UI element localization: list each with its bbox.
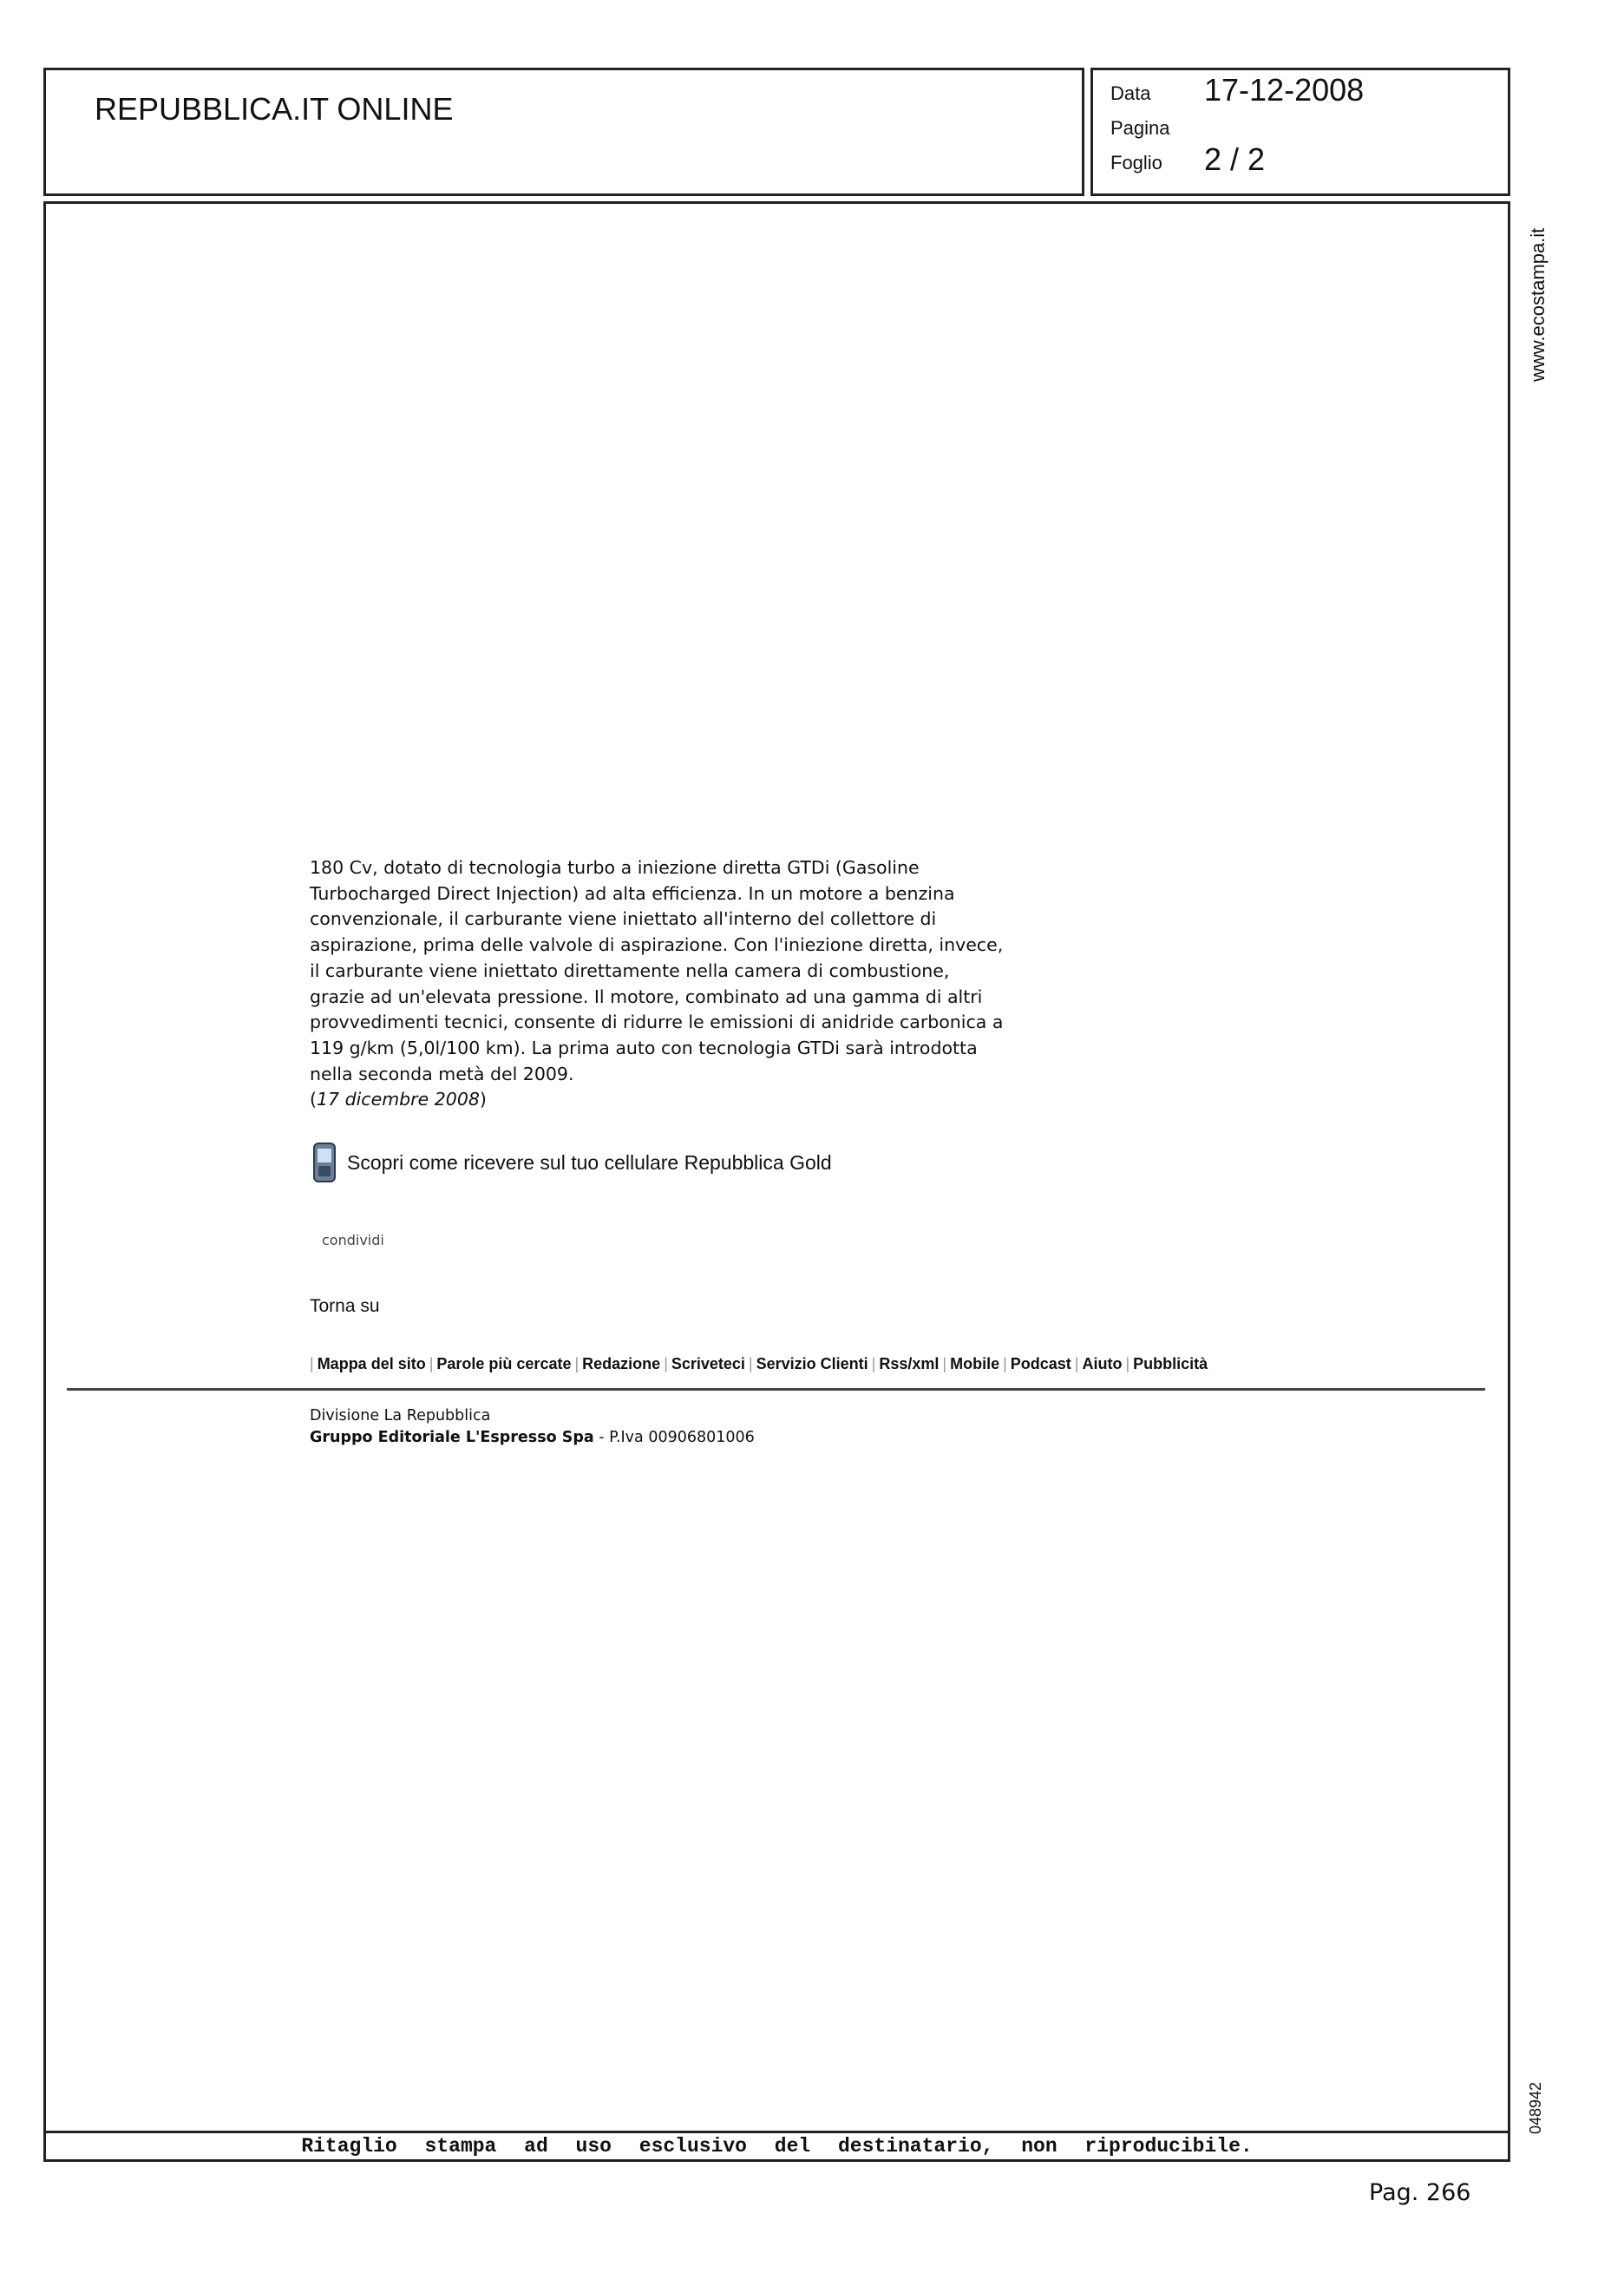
gold-promo-text: Scopri come ricevere sul tuo cellulare Repubblica Gold (347, 1150, 832, 1174)
nav-separator: | (664, 1355, 668, 1372)
nav-link-rss-xml[interactable]: Rss/xml (879, 1355, 940, 1372)
article-dateline: (17 dicembre 2008) (310, 1089, 487, 1110)
division-name: Divisione La Repubblica (310, 1407, 491, 1424)
gold-promo-link[interactable] (312, 1142, 832, 1183)
header-publication-box (43, 68, 1084, 196)
page-number: Pag. 266 (1369, 2179, 1471, 2206)
header-meta-box (1090, 68, 1510, 196)
back-to-top-link[interactable]: Torna su (310, 1296, 380, 1316)
nav-link-podcast[interactable]: Podcast (1010, 1355, 1071, 1372)
nav-link-parole-pi-cercate[interactable]: Parole più cercate (436, 1355, 572, 1372)
sheet-value: 2 / 2 (1204, 141, 1266, 177)
article-body (310, 855, 1004, 1113)
share-link[interactable]: condividi (322, 1232, 384, 1248)
group-info: Gruppo Editoriale L'Espresso Spa - P.Iva 00906801006 (310, 1429, 755, 1446)
nav-link-redazione[interactable]: Redazione (582, 1355, 661, 1372)
nav-separator: | (1003, 1355, 1007, 1372)
side-code-label: 048942 (1527, 2081, 1544, 2134)
nav-separator: | (748, 1355, 753, 1372)
article-text: 180 Cv, dotato di tecnologia turbo a iniezione diretta GTDi (Gasoline Turbocharged Direct Injection) ad alta efficienza. In un motore a benzina convenzionale, il carburante viene iniettato all'interno del collettore di aspirazione, prima delle valvole di aspirazione. Con l'iniezione diretta, invece, il carburante viene iniettato direttamente nella camera di combustione, grazie ad un'elevata pressione. Il motore, combinato ad una gamma di altri provvedimenti tecnici, consente di ridurre le emissioni di anidride carbonica a 119 g/km (5,0l/100 km). La prima auto con tecnologia GTDi sarà introdotta nella seconda metà del 2009. (310, 857, 1004, 1084)
footer-divider (46, 2131, 1508, 2133)
mobile-phone-icon (312, 1142, 337, 1183)
pagina-label: Pagina (1110, 117, 1170, 139)
nav-link-mobile[interactable]: Mobile (950, 1355, 1000, 1372)
nav-separator: | (1074, 1355, 1079, 1372)
footer-rule (67, 1388, 1485, 1391)
nav-link-aiuto[interactable]: Aiuto (1082, 1355, 1123, 1372)
nav-separator: | (310, 1355, 314, 1372)
footer-note: Ritaglio stampa ad uso esclusivo del destinatario, non riproducibile. (301, 2135, 1253, 2158)
nav-link-servizio-clienti[interactable]: Servizio Clienti (756, 1355, 868, 1372)
publication-name: REPUBBLICA.IT ONLINE (95, 91, 454, 127)
nav-link-mappa-del-sito[interactable]: Mappa del sito (317, 1355, 426, 1372)
nav-separator: | (1125, 1355, 1130, 1372)
date-value: 17-12-2008 (1204, 72, 1365, 108)
footer-nav (310, 1355, 1208, 1373)
nav-separator: | (574, 1355, 580, 1372)
data-label: Data (1110, 82, 1151, 104)
side-site-label: www.ecostampa.it (1527, 227, 1549, 382)
nav-link-scriveteci[interactable]: Scriveteci (671, 1355, 745, 1372)
nav-separator: | (942, 1355, 947, 1372)
nav-separator: | (429, 1355, 434, 1372)
company-info (310, 1405, 755, 1449)
foglio-label: Foglio (1110, 152, 1162, 174)
nav-separator: | (871, 1355, 876, 1372)
nav-link-pubblicit-[interactable]: Pubblicità (1133, 1355, 1208, 1372)
